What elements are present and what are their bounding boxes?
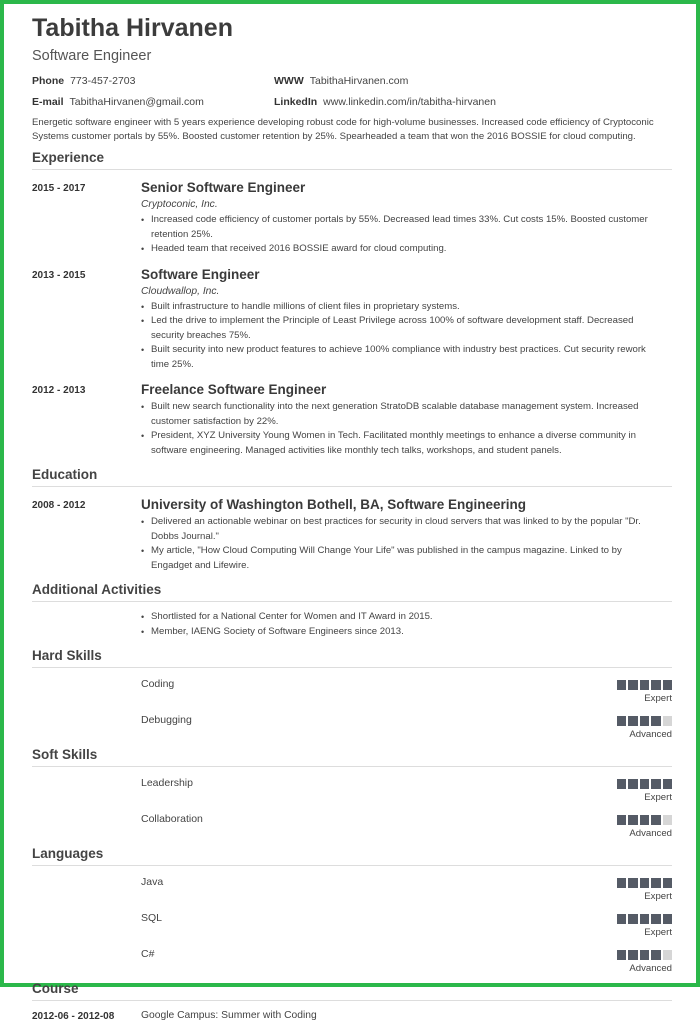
bullet-line: software engineering. Managed activities like monthly tech talks, workshops, and student panels. bbox=[151, 444, 562, 456]
email-label: E-mail bbox=[32, 96, 64, 108]
rating-box-filled bbox=[617, 779, 627, 789]
www-link[interactable]: TabithaHirvanen.com bbox=[309, 75, 409, 87]
entry-bullets bbox=[141, 213, 666, 257]
rating-box-filled bbox=[651, 779, 661, 789]
skill-rating bbox=[592, 870, 672, 906]
phone-label: Phone bbox=[32, 75, 65, 87]
rating-box-filled bbox=[651, 950, 661, 960]
course-heading: Course bbox=[32, 980, 672, 1001]
skill-row bbox=[32, 771, 672, 807]
candidate-role: Software Engineer bbox=[32, 48, 152, 64]
bullet-line: • My article, "How Cloud Computing Will Change Your Life" was published in the campus magazine. Linked to by bbox=[151, 545, 622, 556]
skill-row bbox=[32, 906, 672, 942]
bullet-line: • Built security into new product features to achieve 100% compliance with industry best practices. Cut security rework bbox=[151, 344, 646, 355]
rating-box-filled bbox=[640, 779, 650, 789]
skill-rating bbox=[592, 942, 672, 978]
rating-box-filled bbox=[617, 680, 627, 690]
bullet-line: time 25%. bbox=[151, 358, 194, 370]
hard-skills-heading: Hard Skills bbox=[32, 647, 672, 668]
languages-heading: Languages bbox=[32, 845, 672, 866]
bullet-item bbox=[141, 343, 666, 372]
skill-name: Collaboration bbox=[141, 813, 203, 825]
rating-box-filled bbox=[640, 914, 650, 924]
linkedin-link[interactable]: www.linkedin.com/in/tabitha-hirvanen bbox=[323, 96, 496, 108]
skill-row bbox=[32, 942, 672, 978]
entry-title: Freelance Software Engineer bbox=[141, 382, 327, 397]
skill-rating bbox=[592, 708, 672, 744]
contact-linkedin bbox=[274, 95, 516, 109]
experience-entry bbox=[32, 267, 672, 373]
soft-skills-list bbox=[32, 771, 672, 843]
bullet-item bbox=[141, 213, 666, 242]
rating-box-filled bbox=[663, 878, 673, 888]
bullet-item bbox=[141, 242, 666, 257]
contact-phone bbox=[32, 74, 274, 88]
skill-name: C# bbox=[141, 948, 155, 960]
bullet-line: • Headed team that received 2016 BOSSIE award for cloud computing. bbox=[151, 243, 447, 254]
rating-boxes bbox=[592, 914, 672, 924]
bullet-line: • Built infrastructure to handle millions of client files in proprietary systems. bbox=[151, 300, 460, 312]
skill-name: Leadership bbox=[141, 777, 193, 789]
rating-boxes bbox=[592, 950, 672, 960]
soft-skills-heading: Soft Skills bbox=[32, 746, 672, 767]
bullet-line: retention 25%. bbox=[151, 228, 213, 240]
entry-dates: 2015 - 2017 bbox=[32, 183, 86, 194]
skill-row bbox=[32, 672, 672, 708]
entry-bullets bbox=[141, 515, 666, 573]
bullet-line: Dobbs Journal." bbox=[151, 530, 219, 542]
bullet-item bbox=[141, 314, 666, 343]
contact-row bbox=[32, 74, 672, 88]
skill-rating bbox=[592, 672, 672, 708]
education-list bbox=[32, 497, 672, 573]
rating-box-filled bbox=[640, 950, 650, 960]
skill-row bbox=[32, 870, 672, 906]
rating-boxes bbox=[592, 878, 672, 888]
rating-box-filled bbox=[651, 680, 661, 690]
bullet-item bbox=[141, 544, 666, 573]
entry-body bbox=[141, 267, 666, 373]
bullet-line: • Increased code efficiency of customer portals by 55%. Decreased lead times 33%. Cut costs 15%. Boosted customer bbox=[151, 214, 648, 225]
skill-level: Expert bbox=[644, 890, 672, 902]
experience-entry bbox=[32, 382, 672, 458]
skill-level: Advanced bbox=[629, 962, 672, 974]
rating-box-filled bbox=[663, 680, 673, 690]
skill-level: Advanced bbox=[629, 728, 672, 740]
languages-list bbox=[32, 870, 672, 978]
email-link[interactable]: TabithaHirvanen@gmail.com bbox=[69, 96, 204, 108]
rating-box-filled bbox=[617, 716, 627, 726]
rating-box-filled bbox=[651, 914, 661, 924]
activities-entry bbox=[32, 608, 672, 639]
rating-box-filled bbox=[640, 815, 650, 825]
experience-list bbox=[32, 180, 672, 458]
rating-box-filled bbox=[628, 716, 638, 726]
skill-rating bbox=[592, 771, 672, 807]
rating-box-filled bbox=[617, 950, 627, 960]
summary-line: Energetic software engineer with 5 years experience developing robust code for high-volume businesses. Increased code efficiency of Cryptoconic bbox=[32, 117, 654, 128]
entry-title: University of Washington Bothell, BA, Software Engineering bbox=[141, 497, 527, 512]
rating-boxes bbox=[592, 779, 672, 789]
rating-box-filled bbox=[617, 815, 627, 825]
rating-box-empty bbox=[663, 716, 673, 726]
activities-list bbox=[141, 610, 666, 639]
rating-box-filled bbox=[651, 815, 661, 825]
rating-box-filled bbox=[640, 680, 650, 690]
contact-email bbox=[32, 95, 274, 109]
bullet-item bbox=[141, 400, 666, 429]
entry-title: Senior Software Engineer bbox=[141, 180, 306, 195]
activity-item: • Member, IAENG Society of Software Engineers since 2013. bbox=[141, 625, 666, 640]
rating-boxes bbox=[592, 680, 672, 690]
experience-heading: Experience bbox=[32, 149, 672, 170]
rating-box-filled bbox=[617, 878, 627, 888]
summary bbox=[32, 116, 662, 144]
education-entry bbox=[32, 497, 672, 573]
bullet-line: • Delivered an actionable webinar on best practices for security in cloud servers that was linked to by the popular "Dr. bbox=[151, 516, 641, 527]
bullet-item bbox=[141, 515, 666, 544]
bullet-line: Engadget and Lifewire. bbox=[151, 559, 250, 571]
entry-title: Software Engineer bbox=[141, 266, 260, 282]
experience-entry bbox=[32, 180, 672, 257]
rating-boxes bbox=[592, 716, 672, 726]
hard-skills-list bbox=[32, 672, 672, 744]
activity-item: • Shortlisted for a National Center for Women and IT Award in 2015. bbox=[141, 610, 666, 625]
summary-line: Systems customer portals by 55%. Boosted customer retention by 25%. Spearheaded a team that won the 2016 BOSSIE for cloud computing. bbox=[32, 131, 636, 142]
activities-date-spacer bbox=[32, 608, 141, 639]
contact-block bbox=[32, 74, 672, 109]
entry-body bbox=[141, 180, 666, 257]
skill-name: Coding bbox=[141, 678, 175, 690]
rating-box-filled bbox=[663, 779, 673, 789]
skill-level: Expert bbox=[644, 692, 672, 704]
skill-row bbox=[32, 807, 672, 843]
bullet-line: security breaches 75%. bbox=[151, 329, 251, 341]
course-dates: 2012-06 - 2012-08 bbox=[32, 1011, 115, 1022]
entry-dates: 2013 - 2015 bbox=[32, 269, 86, 281]
rating-box-filled bbox=[628, 878, 638, 888]
rating-box-filled bbox=[617, 914, 627, 924]
course-name: Google Campus: Summer with Coding bbox=[141, 1010, 317, 1021]
rating-box-filled bbox=[640, 716, 650, 726]
rating-box-filled bbox=[628, 914, 638, 924]
entry-dates: 2012 - 2013 bbox=[32, 385, 86, 396]
linkedin-label: LinkedIn bbox=[274, 96, 318, 108]
rating-box-filled bbox=[628, 815, 638, 825]
skill-name: SQL bbox=[141, 912, 163, 924]
rating-box-filled bbox=[628, 680, 638, 690]
skill-level: Expert bbox=[644, 926, 672, 938]
skill-name: Debugging bbox=[141, 714, 192, 726]
rating-box-filled bbox=[628, 779, 638, 789]
entry-company: Cryptoconic, Inc. bbox=[141, 199, 218, 210]
skill-rating bbox=[592, 807, 672, 843]
www-label: WWW bbox=[274, 75, 304, 87]
rating-box-empty bbox=[663, 950, 673, 960]
activities-heading: Additional Activities bbox=[32, 581, 672, 602]
rating-box-filled bbox=[663, 914, 673, 924]
contact-row bbox=[32, 95, 672, 109]
entry-company: Cloudwallop, Inc. bbox=[141, 285, 220, 297]
rating-box-filled bbox=[628, 950, 638, 960]
rating-box-filled bbox=[640, 878, 650, 888]
rating-box-filled bbox=[651, 716, 661, 726]
bullet-line: • Led the drive to implement the Principle of Least Privilege across 100% of software development staff. Decreased bbox=[151, 315, 634, 326]
education-heading: Education bbox=[32, 466, 672, 487]
skill-rating bbox=[592, 906, 672, 942]
skill-level: Expert bbox=[644, 791, 672, 803]
bullet-item bbox=[141, 300, 666, 315]
phone-value: 773-457-2703 bbox=[70, 75, 136, 87]
entry-body bbox=[141, 497, 666, 573]
activities-body bbox=[141, 608, 666, 639]
skill-row bbox=[32, 708, 672, 744]
rating-box-filled bbox=[651, 878, 661, 888]
course-entry bbox=[32, 1010, 672, 1023]
rating-box-empty bbox=[663, 815, 673, 825]
contact-www bbox=[274, 74, 516, 88]
bullet-line: • Built new search functionality into the next generation StratoDB scalable database management system. Increased bbox=[151, 401, 639, 412]
entry-body bbox=[141, 382, 666, 458]
bullet-item bbox=[141, 429, 666, 458]
resume-content bbox=[32, 12, 672, 1023]
entry-bullets bbox=[141, 400, 666, 458]
skill-level: Advanced bbox=[629, 827, 672, 839]
entry-dates: 2008 - 2012 bbox=[32, 500, 86, 511]
skill-name: Java bbox=[141, 876, 164, 888]
bullet-line: customer satisfaction by 22%. bbox=[151, 415, 279, 427]
bullet-line: • President, XYZ University Young Women in Tech. Facilitated monthly meetings to enhance a diverse community in bbox=[151, 430, 636, 441]
rating-boxes bbox=[592, 815, 672, 825]
entry-bullets bbox=[141, 300, 666, 373]
candidate-name: Tabitha Hirvanen bbox=[32, 14, 233, 42]
